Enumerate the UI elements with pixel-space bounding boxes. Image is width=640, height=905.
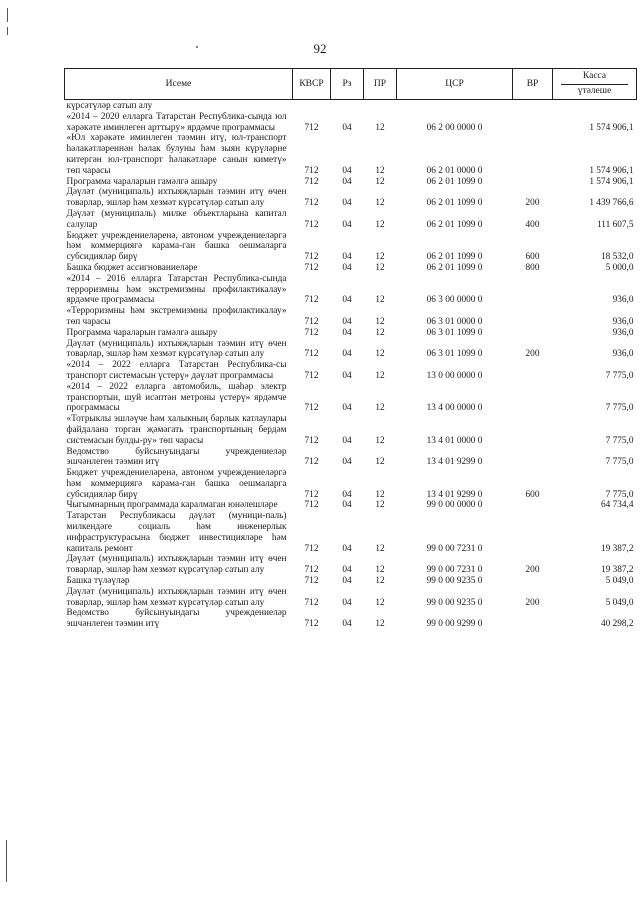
table-row [65, 187, 637, 209]
row-rz: 04 [342, 489, 352, 500]
header-vr: ВР [513, 69, 553, 100]
row-amount: 1 574 906,1 [589, 176, 634, 187]
row-name: «2014 – 2022 елларга Татарстан Республика-сы транспорт системасын үстерү» дәүләт программасы [66, 360, 287, 381]
row-vr [513, 133, 553, 176]
row-name: Ведомство буйсынуындагы учреждениеләр эшчәнлеген тәэмин итү [66, 608, 287, 630]
row-amount: 936,0 [612, 316, 634, 327]
header-csr: ЦСР [397, 69, 513, 100]
row-pr: 12 [375, 457, 385, 468]
row-amount: 1 439 766,6 [589, 198, 634, 209]
row-amount: 40 298,2 [600, 619, 634, 630]
row-pr: 12 [375, 316, 385, 327]
row-kvsr: 712 [304, 597, 319, 608]
row-vr: 600 [525, 252, 540, 263]
table-row [65, 177, 637, 188]
table-header-row [65, 69, 637, 100]
row-pr: 12 [375, 349, 385, 360]
row-vr [513, 608, 553, 630]
row-name: Чыгымнарның программада каралмаган юнәлешләре [66, 500, 278, 511]
row-rz: 04 [342, 165, 352, 176]
table-row [65, 382, 637, 414]
row-csr: 99 0 00 7231 0 [426, 565, 483, 576]
table-row [65, 500, 637, 511]
row-vr [513, 414, 553, 446]
row-rz: 04 [342, 403, 352, 414]
row-name: Дәүләт (муниципаль) ихтыяҗларын тәэмин итү өчен товарлар, эшләр һәм хезмәт күрсәтүләр сатып алу [66, 586, 287, 608]
row-kvsr: 712 [304, 543, 319, 554]
row-csr: 06 2 01 0000 0 [426, 165, 483, 176]
row-kvsr [293, 100, 331, 112]
table-row [65, 112, 637, 134]
table-row [65, 133, 637, 176]
row-kvsr: 712 [304, 198, 319, 209]
row-kvsr: 712 [304, 370, 319, 381]
row-vr: 200 [525, 349, 540, 360]
row-name: Программа чараларын гамәлгә ашыру [66, 327, 218, 338]
row-pr: 12 [375, 619, 385, 630]
row-rz: 04 [342, 370, 352, 381]
row-kvsr: 712 [304, 619, 319, 630]
row-rz: 04 [342, 349, 352, 360]
row-name: Дәүләт (муниципаль) милке объектларына капитал салулар [66, 208, 287, 230]
row-amount: 7 775,0 [605, 370, 634, 381]
row-pr: 12 [375, 500, 385, 511]
table-row [65, 511, 637, 554]
row-pr: 12 [375, 262, 385, 273]
row-amount: 1 574 906,1 [589, 122, 634, 133]
table-row [65, 209, 637, 231]
row-name: «Тотрыклы эшләүче һәм халыкның барлык катлаулары файдалана торган җәмәгать транспортының бердәм системасын булды-ру» төп чарасы [66, 414, 287, 446]
row-rz: 04 [342, 597, 352, 608]
row-csr: 13 4 01 9299 0 [426, 489, 483, 500]
row-kvsr: 712 [304, 295, 319, 306]
row-rz: 04 [342, 262, 352, 273]
row-csr: 06 2 01 1099 0 [426, 176, 483, 187]
row-vr: 200 [525, 565, 540, 576]
row-kvsr: 712 [304, 327, 319, 338]
table-row [65, 100, 637, 112]
table-row [65, 554, 637, 576]
header-pr: ПР [364, 69, 397, 100]
row-csr: 06 2 01 1099 0 [426, 262, 483, 273]
table-row [65, 328, 637, 339]
row-csr: 99 0 00 9299 0 [426, 619, 483, 630]
row-pr: 12 [375, 565, 385, 576]
row-amount: 936,0 [612, 349, 634, 360]
row-pr: 12 [375, 576, 385, 587]
row-vr [513, 100, 553, 112]
row-kvsr: 712 [304, 262, 319, 273]
row-amount: 5 049,0 [605, 597, 634, 608]
row-csr [397, 100, 513, 112]
table-row [65, 447, 637, 469]
table-row [65, 274, 637, 306]
row-vr [513, 511, 553, 554]
row-csr: 06 3 01 0000 0 [426, 316, 483, 327]
row-name: Дәүләт (муниципаль) ихтыяҗларын тәэмин итү өчен товарлар, эшләр һәм хезмәт күрсәтүләр сатып алу [66, 187, 287, 209]
header-rz: Рз [331, 69, 364, 100]
row-name: «Юл хәрәкәте иминлеген тәэмин итү, юл-транспорт һәлакәтләреннән һәлак булуны һәм зыян күрүләрне китергән юл-транспорт һәлакәтләре санын киметү» төп чарасы [66, 133, 287, 176]
row-csr: 13 4 01 0000 0 [426, 435, 483, 446]
table-row [65, 468, 637, 500]
row-pr: 12 [375, 176, 385, 187]
row-name: «2014 – 2022 елларга автомобиль, шәһәр электр транспортын, шуй исәптән метроны үстерү» ярдәмче программасы [66, 381, 287, 414]
header-kassa-line1: Касса [582, 71, 607, 81]
row-rz: 04 [342, 457, 352, 468]
row-csr: 06 2 01 1099 0 [426, 219, 483, 230]
row-amount: 18 532,0 [600, 252, 634, 263]
row-name: Бюджет учреждениеләренә, автоном учреждениеләргә һәм коммерциягә карама-ган башка оешмаларга субсидияләр бирү [66, 230, 287, 263]
row-rz: 04 [342, 316, 352, 327]
margin-mark [6, 840, 7, 882]
header-name: Исеме [65, 69, 293, 100]
row-rz: 04 [342, 619, 352, 630]
row-pr: 12 [375, 597, 385, 608]
row-amount [553, 100, 637, 112]
row-vr [513, 112, 553, 134]
row-name: Дәүләт (муниципаль) ихтыяҗларын тәэмин итү өчен товарлар, эшләр һәм хезмәт күрсәтүләр сатып алу [66, 338, 287, 360]
row-name: «2014 – 2016 елларга Татарстан Республика-сында терроризмны һәм экстремизмны профилактикалау» ярдәмче программасы [66, 273, 287, 306]
row-rz: 04 [342, 435, 352, 446]
row-pr: 12 [375, 122, 385, 133]
row-rz: 04 [342, 295, 352, 306]
row-csr: 13 4 00 0000 0 [426, 403, 483, 414]
row-pr: 12 [375, 252, 385, 263]
row-pr: 12 [375, 403, 385, 414]
row-pr: 12 [375, 165, 385, 176]
row-vr [513, 306, 553, 328]
row-name: Дәүләт (муниципаль) ихтыяҗларын тәэмин итү өчен товарлар, эшләр һәм хезмәт күрсәтүләр сатып алу [66, 554, 287, 576]
row-kvsr: 712 [304, 316, 319, 327]
row-amount: 5 049,0 [605, 576, 634, 587]
row-name: Татарстан Республикасы дәүләт (муници-паль) милкендәге социаль һәм инженерлык инфраструктурасына бюджет инвестицияләре һәм капиталь ремонт [66, 511, 287, 554]
row-pr: 12 [375, 198, 385, 209]
row-csr: 06 3 00 0000 0 [426, 295, 483, 306]
row-name: Башка түләүләр [66, 576, 130, 587]
row-amount: 936,0 [612, 327, 634, 338]
row-amount: 936,0 [612, 295, 634, 306]
row-pr: 12 [375, 489, 385, 500]
margin-mark [7, 27, 8, 35]
row-pr: 12 [375, 543, 385, 554]
row-amount: 19 387,2 [600, 565, 634, 576]
row-vr: 200 [525, 597, 540, 608]
row-rz: 04 [342, 543, 352, 554]
row-kvsr: 712 [304, 565, 319, 576]
margin-mark [7, 8, 8, 22]
row-csr: 06 2 01 1099 0 [426, 252, 483, 263]
row-kvsr: 712 [304, 122, 319, 133]
row-vr: 600 [525, 489, 540, 500]
table-row [65, 576, 637, 587]
table-row [65, 263, 637, 274]
header-kassa [553, 69, 637, 100]
row-vr: 800 [525, 262, 540, 273]
row-amount: 7 775,0 [605, 435, 634, 446]
row-csr: 13 0 00 0000 0 [426, 370, 483, 381]
table-row [65, 608, 637, 630]
row-pr: 12 [375, 370, 385, 381]
row-csr: 06 3 01 1099 0 [426, 327, 483, 338]
row-kvsr: 712 [304, 349, 319, 360]
row-name: Башка бюджет ассигнованиеләре [66, 262, 198, 273]
row-rz: 04 [342, 122, 352, 133]
header-kvsr: КВСР [293, 69, 331, 100]
row-name: Программа чараларын гамәлгә ашыру [66, 176, 218, 187]
row-csr: 99 0 00 7231 0 [426, 543, 483, 554]
row-amount: 7 775,0 [605, 457, 634, 468]
row-amount: 1 574 906,1 [589, 165, 634, 176]
row-name: күрсәтүләр сатып алу [66, 101, 153, 111]
row-vr [513, 177, 553, 188]
row-csr: 06 3 01 1099 0 [426, 349, 483, 360]
table-row [65, 360, 637, 382]
row-amount: 64 734,4 [600, 500, 634, 511]
row-vr [513, 382, 553, 414]
row-vr [513, 274, 553, 306]
row-amount: 111 607,5 [597, 219, 634, 230]
row-name: Бюджет учреждениеләренә, автоном учреждениеләргә һәм коммерциягә карама-ган башка оешмаларга субсидияләр бирү [66, 468, 287, 500]
row-kvsr: 712 [304, 403, 319, 414]
row-vr: 400 [525, 219, 540, 230]
row-kvsr: 712 [304, 219, 319, 230]
table-row [65, 587, 637, 609]
row-pr: 12 [375, 435, 385, 446]
row-rz: 04 [342, 327, 352, 338]
row-amount: 5 000,0 [605, 262, 634, 273]
row-csr: 99 0 00 9235 0 [426, 576, 483, 587]
row-vr [513, 447, 553, 469]
row-csr: 99 0 00 0000 0 [426, 500, 483, 511]
row-csr: 06 2 00 0000 0 [426, 122, 483, 133]
row-vr: 200 [525, 198, 540, 209]
row-pr [364, 100, 397, 112]
row-csr: 06 2 01 1099 0 [426, 198, 483, 209]
table-row [65, 306, 637, 328]
row-kvsr: 712 [304, 576, 319, 587]
row-rz: 04 [342, 576, 352, 587]
row-rz [331, 100, 364, 112]
row-csr: 99 0 00 9235 0 [426, 597, 483, 608]
row-kvsr: 712 [304, 176, 319, 187]
table-row [65, 414, 637, 446]
row-kvsr: 712 [304, 252, 319, 263]
row-rz: 04 [342, 565, 352, 576]
row-vr [513, 328, 553, 339]
row-csr: 13 4 01 9299 0 [426, 457, 483, 468]
row-amount: 7 775,0 [605, 489, 634, 500]
row-kvsr: 712 [304, 435, 319, 446]
row-amount: 7 775,0 [605, 403, 634, 414]
row-amount: 19 387,2 [600, 543, 634, 554]
header-kassa-line2: үтәлеше [561, 84, 628, 97]
row-vr [513, 500, 553, 511]
row-kvsr: 712 [304, 500, 319, 511]
page-number: 92 [313, 41, 327, 56]
row-kvsr: 712 [304, 489, 319, 500]
row-rz: 04 [342, 500, 352, 511]
row-pr: 12 [375, 295, 385, 306]
row-rz: 04 [342, 219, 352, 230]
row-name: «2014 – 2020 елларга Татарстан Республика-сында юл хәрәкәте иминлеген арттыру» ярдәмче программасы [66, 111, 287, 133]
expenditure-table [64, 68, 637, 630]
table-row [65, 339, 637, 361]
row-pr: 12 [375, 219, 385, 230]
row-vr [513, 360, 553, 382]
row-rz: 04 [342, 176, 352, 187]
row-name: «Терроризмны һәм экстремизмны профилактикалау» төп чарасы [66, 306, 287, 327]
row-rz: 04 [342, 252, 352, 263]
row-rz: 04 [342, 198, 352, 209]
row-name: Ведомство буйсынуындагы учреждениеләр эшчәнлеген тәэмин итү [66, 446, 287, 468]
row-pr: 12 [375, 327, 385, 338]
row-vr [513, 576, 553, 587]
row-kvsr: 712 [304, 457, 319, 468]
row-kvsr: 712 [304, 165, 319, 176]
table-row [65, 231, 637, 263]
